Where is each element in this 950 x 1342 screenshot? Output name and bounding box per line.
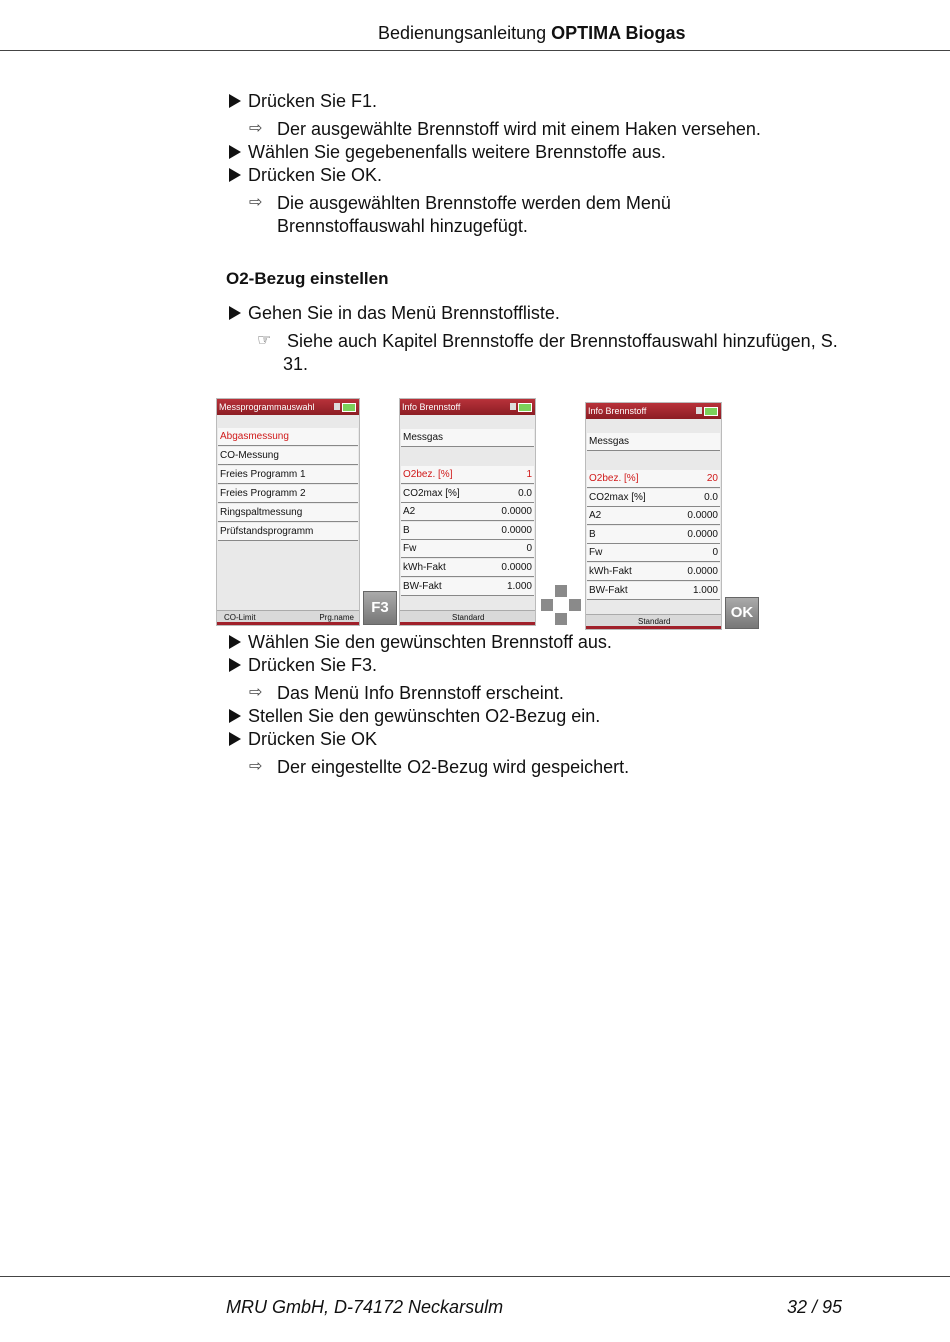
header-product: OPTIMA Biogas: [551, 23, 686, 43]
lock-icon: [334, 403, 340, 410]
result-text: Das Menü Info Brennstoff erscheint.: [277, 683, 564, 703]
step-arrow-icon: [229, 635, 241, 649]
param-row[interactable]: Fw 0: [401, 540, 534, 558]
step-text: Wählen Sie den gewünschten Brennstoff aus.: [248, 632, 612, 652]
screen-title: Info Brennstoff: [586, 403, 721, 419]
lock-icon: [696, 407, 702, 414]
screen-title: Messprogrammauswahl: [217, 399, 359, 415]
screen-title: Info Brennstoff: [400, 399, 535, 415]
param-row[interactable]: B 0.0000: [587, 526, 720, 544]
screen-program-selection: [216, 398, 360, 626]
header-prefix: Bedienungsanleitung: [378, 23, 547, 43]
lock-icon: [510, 403, 516, 410]
step-text: Drücken Sie OK.: [248, 165, 383, 185]
screen-info-fuel-after: [585, 402, 722, 630]
softkey-bar: [586, 614, 721, 629]
step-arrow-icon: [229, 306, 241, 320]
softkey-bar: [400, 610, 535, 625]
param-row[interactable]: Fw 0: [587, 544, 720, 562]
param-row[interactable]: kWh-Fakt 0.0000: [401, 559, 534, 577]
step-text: Drücken Sie OK: [248, 729, 378, 749]
program-item[interactable]: Abgasmessung: [218, 428, 358, 446]
softkey-bar: [217, 610, 359, 625]
battery-icon: [342, 403, 356, 412]
step-arrow-icon: [229, 94, 241, 108]
nav-left-button[interactable]: [541, 599, 553, 611]
param-row[interactable]: BW-Fakt 1.000: [587, 582, 720, 600]
step-text: Drücken Sie F3.: [248, 655, 378, 675]
messgas-row: Messgas: [401, 429, 534, 447]
result-arrow-icon: ⇨: [249, 194, 263, 211]
program-item[interactable]: Freies Programm 2: [218, 485, 358, 503]
header-title: [378, 23, 686, 44]
param-row[interactable]: O2bez. [%] 1: [401, 466, 534, 484]
param-row[interactable]: A2 0.0000: [401, 503, 534, 521]
step-arrow-icon: [229, 145, 241, 159]
messgas-row: Messgas: [587, 433, 720, 451]
step-text: Gehen Sie in das Menü Brennstoffliste.: [248, 303, 560, 323]
step-arrow-icon: [229, 732, 241, 746]
footer-company: MRU GmbH, D-74172 Neckarsulm: [226, 1297, 504, 1317]
nav-right-button[interactable]: [569, 599, 581, 611]
result-text: Der ausgewählte Brennstoff wird mit einem Haken versehen.: [277, 119, 761, 139]
screen-info-fuel-before: [399, 398, 536, 626]
result-arrow-icon: ⇨: [249, 120, 263, 137]
softkey-standard[interactable]: Standard: [638, 617, 671, 626]
step-text: Stellen Sie den gewünschten O2-Bezug ein.: [248, 706, 601, 726]
section-heading: O2-Bezug einstellen: [226, 269, 389, 288]
param-row[interactable]: O2bez. [%] 20: [587, 470, 720, 488]
ok-key[interactable]: OK: [725, 597, 759, 629]
softkey-prg-name[interactable]: Prg.name: [319, 613, 354, 622]
footer-page-number: 32 / 95: [787, 1297, 843, 1317]
step-arrow-icon: [229, 658, 241, 672]
softkey-co-limit[interactable]: CO-Limit: [224, 613, 256, 622]
result-text: Der eingestellte O2-Bezug wird gespeichert.: [277, 757, 630, 777]
result-arrow-icon: ⇨: [249, 758, 263, 775]
program-item[interactable]: Freies Programm 1: [218, 466, 358, 484]
program-item[interactable]: CO-Messung: [218, 447, 358, 465]
param-row[interactable]: A2 0.0000: [587, 507, 720, 525]
battery-icon: [518, 403, 532, 412]
battery-icon: [704, 407, 718, 416]
result-text-cont: Brennstoffauswahl hinzugefügt.: [277, 216, 528, 236]
page-header: [0, 0, 950, 51]
param-row[interactable]: BW-Fakt 1.000: [401, 578, 534, 596]
param-row[interactable]: CO2max [%] 0.0: [587, 489, 720, 507]
step-arrow-icon: [229, 168, 241, 182]
pointing-hand-icon: ☞: [257, 332, 272, 349]
f3-key[interactable]: F3: [363, 591, 397, 625]
step-text: Wählen Sie gegebenenfalls weitere Brennstoffe aus.: [248, 142, 666, 162]
footer-divider: [0, 1276, 950, 1277]
result-arrow-icon: ⇨: [249, 684, 263, 701]
param-row[interactable]: B 0.0000: [401, 522, 534, 540]
step-text: Drücken Sie F1.: [248, 91, 378, 111]
nav-up-button[interactable]: [555, 585, 567, 597]
softkey-standard[interactable]: Standard: [452, 613, 485, 622]
param-row[interactable]: CO2max [%] 0.0: [401, 485, 534, 503]
step-arrow-icon: [229, 709, 241, 723]
program-item[interactable]: Prüfstandsprogramm: [218, 523, 358, 541]
result-text: Die ausgewählten Brennstoffe werden dem Menü: [277, 193, 671, 213]
reference-text: Siehe auch Kapitel Brennstoffe der Brennstoffauswahl hinzufügen, S.: [287, 331, 838, 351]
param-row[interactable]: kWh-Fakt 0.0000: [587, 563, 720, 581]
program-item[interactable]: Ringspaltmessung: [218, 504, 358, 522]
nav-down-button[interactable]: [555, 613, 567, 625]
reference-text-cont: 31.: [283, 354, 309, 374]
